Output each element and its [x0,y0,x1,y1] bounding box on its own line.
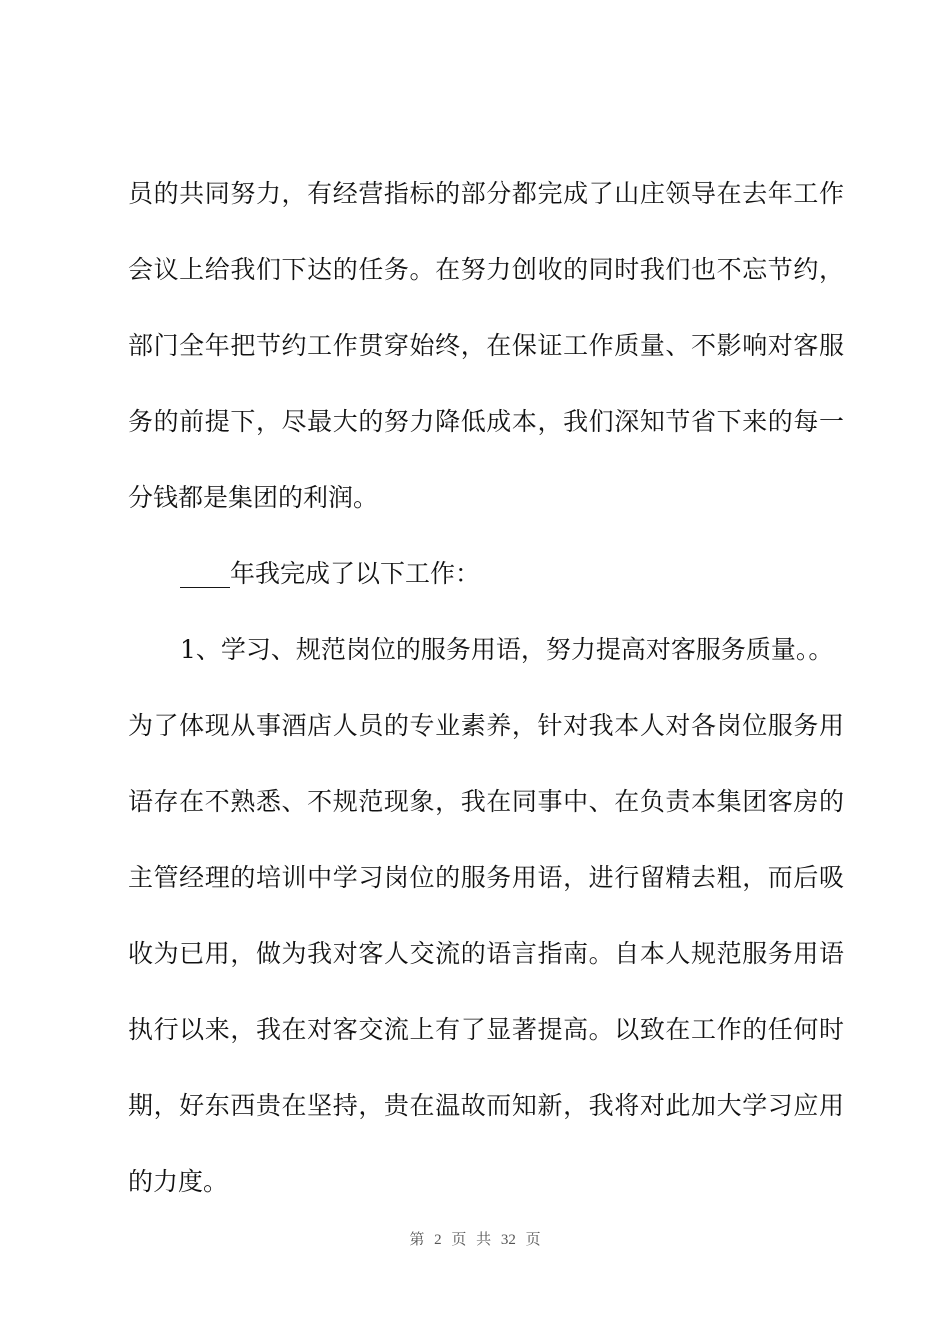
text-line: 务的前提下，尽最大的努力降低成本，我们深知节省下来的每一 [128,407,844,436]
text-line: 主管经理的培训中学习岗位的服务用语，进行留精去粗，而后吸 [128,863,844,892]
body-text [128,172,844,1236]
text-line: ____年我完成了以下工作： [180,559,481,588]
text-line: 收为已用，做为我对客人交流的语言指南。自本人规范服务用语 [128,939,844,968]
text-line: 会议上给我们下达的任务。在努力创收的同时我们也不忘节约， [128,255,844,284]
text-line: 的力度。 [128,1167,229,1196]
page-number-footer: 第 2 页 共 32 页 [409,1232,541,1248]
text-line: 分钱都是集团的利润。 [128,483,379,512]
text-line: 期，好东西贵在坚持，贵在温故而知新，我将对此加大学习应用 [128,1091,844,1120]
text-line: 语存在不熟悉、不规范现象，我在同事中、在负责本集团客房的 [128,787,844,816]
text-line: 为了体现从事酒店人员的专业素养，针对我本人对各岗位服务用 [128,711,844,740]
text-line: 员的共同努力，有经营指标的部分都完成了山庄领导在去年工作 [128,179,844,208]
text-line: 1、学习、规范岗位的服务用语，努力提高对客服务质量。。 [180,635,834,664]
text-line: 执行以来，我在对客交流上有了显著提高。以致在工作的任何时 [128,1015,844,1044]
text-line: 部门全年把节约工作贯穿始终，在保证工作质量、不影响对客服 [128,331,844,360]
